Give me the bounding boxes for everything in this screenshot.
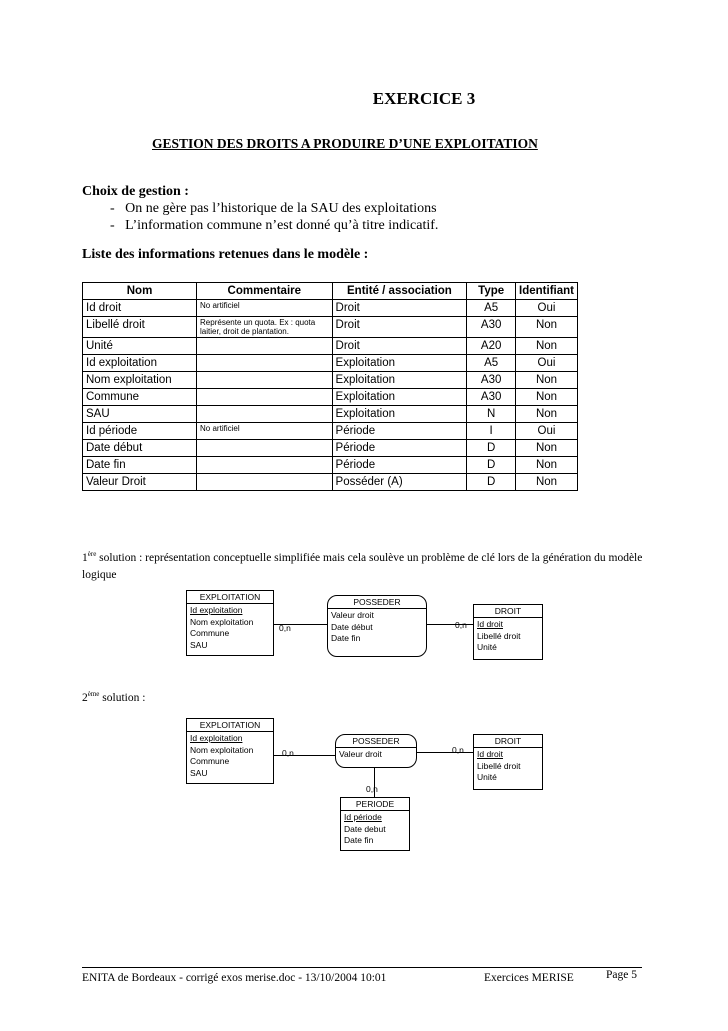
association-attr: Date fin — [331, 633, 361, 643]
table-cell: A5 — [467, 355, 516, 372]
table-cell: D — [467, 474, 516, 491]
table-cell: D — [467, 440, 516, 457]
table-cell: SAU — [83, 406, 197, 423]
association-attr: Date début — [331, 621, 373, 632]
table-header: Entité / association — [332, 283, 467, 300]
table-cell: Droit — [332, 300, 467, 317]
table-cell: Période — [332, 440, 467, 457]
table-cell: Oui — [516, 355, 578, 372]
link-line — [416, 752, 473, 753]
page-number: Page 5 — [606, 969, 637, 981]
table-cell: Oui — [516, 423, 578, 440]
entity-title: EXPLOITATION — [187, 719, 273, 732]
table-cell: Période — [332, 457, 467, 474]
table-cell — [197, 406, 333, 423]
entity-attr: Libellé droit — [477, 630, 521, 641]
table-header: Identifiant — [516, 283, 578, 300]
table-cell: Non — [516, 457, 578, 474]
entity-attr: Commune — [190, 628, 230, 638]
table-cell: Nom exploitation — [83, 372, 197, 389]
association-attr: Valeur droit — [331, 610, 374, 620]
table-cell: Id période — [83, 423, 197, 440]
table-cell: A30 — [467, 317, 516, 338]
entity-key: Id exploitation — [190, 605, 243, 615]
table-cell: Exploitation — [332, 372, 467, 389]
table-cell: Oui — [516, 300, 578, 317]
table-cell — [197, 457, 333, 474]
association-posseder-2 — [335, 734, 417, 768]
entity-attr: Libellé droit — [477, 760, 521, 771]
entity-key: Id exploitation — [190, 733, 243, 743]
entity-attr: Date debut — [344, 823, 386, 834]
table-cell: Non — [516, 317, 578, 338]
table-cell: Non — [516, 338, 578, 355]
entity-droit-1 — [473, 604, 543, 660]
table-cell: Non — [516, 372, 578, 389]
cardinality-label: 0,n — [366, 784, 378, 794]
table-cell — [197, 338, 333, 355]
table-row — [83, 457, 578, 474]
entity-attr: Unité — [477, 772, 497, 782]
table-row — [83, 317, 578, 338]
table-header: Commentaire — [197, 283, 333, 300]
table-row — [83, 440, 578, 457]
entity-attr: SAU — [190, 639, 208, 650]
choix-item-1: - On ne gère pas l’historique de la SAU des exploitations — [110, 201, 437, 216]
table-cell — [197, 440, 333, 457]
table-cell: Période — [332, 423, 467, 440]
page-title: EXERCICE 3 — [372, 89, 476, 108]
table-cell — [197, 372, 333, 389]
table-cell — [197, 389, 333, 406]
table-cell: Valeur Droit — [83, 474, 197, 491]
table-cell: Exploitation — [332, 355, 467, 372]
table-cell: Droit — [332, 338, 467, 355]
entity-key: Id droit — [477, 749, 503, 759]
entity-droit-2 — [473, 734, 543, 790]
table-header: Type — [467, 283, 516, 300]
table-header-row — [83, 283, 578, 300]
choix-item-2: - L’information commune n’est donné qu’à titre indicatif. — [110, 218, 439, 233]
table-cell: Exploitation — [332, 406, 467, 423]
entity-title: PERIODE — [341, 798, 409, 811]
association-posseder-1 — [327, 595, 427, 657]
entity-exploitation-1 — [186, 590, 274, 656]
entity-title: DROIT — [474, 735, 542, 748]
page-subtitle: GESTION DES DROITS A PRODUIRE D’UNE EXPLOITATION — [152, 136, 538, 151]
entity-attr: Nom exploitation — [190, 616, 254, 627]
table-row — [83, 423, 578, 440]
cardinality-label: 0,n — [279, 623, 291, 633]
table-cell: Posséder (A) — [332, 474, 467, 491]
cardinality-label: 0,n — [455, 620, 467, 630]
table-cell: Non — [516, 474, 578, 491]
liste-heading: Liste des informations retenues dans le modèle : — [82, 247, 369, 262]
entity-attr: Nom exploitation — [190, 744, 254, 755]
entity-title: EXPLOITATION — [187, 591, 273, 604]
table-cell: N — [467, 406, 516, 423]
table-cell: A5 — [467, 300, 516, 317]
table-row — [83, 355, 578, 372]
table-cell: Date fin — [83, 457, 197, 474]
footer-course: Exercices MERISE — [484, 972, 574, 984]
solution-2-text: 2ème solution : — [82, 690, 146, 704]
table-row — [83, 474, 578, 491]
table-cell — [197, 474, 333, 491]
table-cell: No artificiel — [197, 300, 333, 317]
table-cell: A20 — [467, 338, 516, 355]
table-cell: Date début — [83, 440, 197, 457]
table-cell — [197, 355, 333, 372]
info-table — [82, 282, 578, 491]
table-row — [83, 406, 578, 423]
table-cell: Exploitation — [332, 389, 467, 406]
association-title: POSSEDER — [336, 735, 416, 748]
association-title: POSSEDER — [328, 596, 426, 609]
table-cell: Id exploitation — [83, 355, 197, 372]
table-cell: Commune — [83, 389, 197, 406]
entity-attr: Commune — [190, 756, 230, 766]
cardinality-label: 0,n — [282, 748, 294, 758]
table-cell: I — [467, 423, 516, 440]
choix-heading: Choix de gestion : — [82, 184, 189, 199]
entity-key: Id période — [344, 812, 382, 822]
table-cell: Non — [516, 440, 578, 457]
table-row — [83, 372, 578, 389]
entity-title: DROIT — [474, 605, 542, 618]
entity-key: Id droit — [477, 619, 503, 629]
cardinality-label: 0,n — [452, 745, 464, 755]
entity-attr: SAU — [190, 767, 208, 778]
table-cell: Droit — [332, 317, 467, 338]
table-cell: Unité — [83, 338, 197, 355]
table-cell: Représente un quota. Ex : quota laitier, droit de plantation. — [197, 317, 333, 338]
solution-1-text: 1ère solution : représentation conceptuelle simplifiée mais cela soulève un problème de clé lors de la génération du modèle logique — [82, 550, 643, 581]
footer-doc-info: ENITA de Bordeaux - corrigé exos merise.doc - 13/10/2004 10:01 — [82, 972, 387, 984]
table-row — [83, 338, 578, 355]
table-row — [83, 300, 578, 317]
table-cell: D — [467, 457, 516, 474]
entity-attr: Date fin — [344, 835, 374, 845]
table-cell: A30 — [467, 389, 516, 406]
table-cell: Non — [516, 406, 578, 423]
table-cell: Id droit — [83, 300, 197, 317]
table-row — [83, 389, 578, 406]
association-attr: Valeur droit — [339, 749, 382, 759]
table-cell: Non — [516, 389, 578, 406]
table-cell: Libellé droit — [83, 317, 197, 338]
table-header: Nom — [83, 283, 197, 300]
entity-attr: Unité — [477, 642, 497, 652]
entity-periode-2 — [340, 797, 410, 851]
table-cell: No artificiel — [197, 423, 333, 440]
table-cell: A30 — [467, 372, 516, 389]
entity-exploitation-2 — [186, 718, 274, 784]
